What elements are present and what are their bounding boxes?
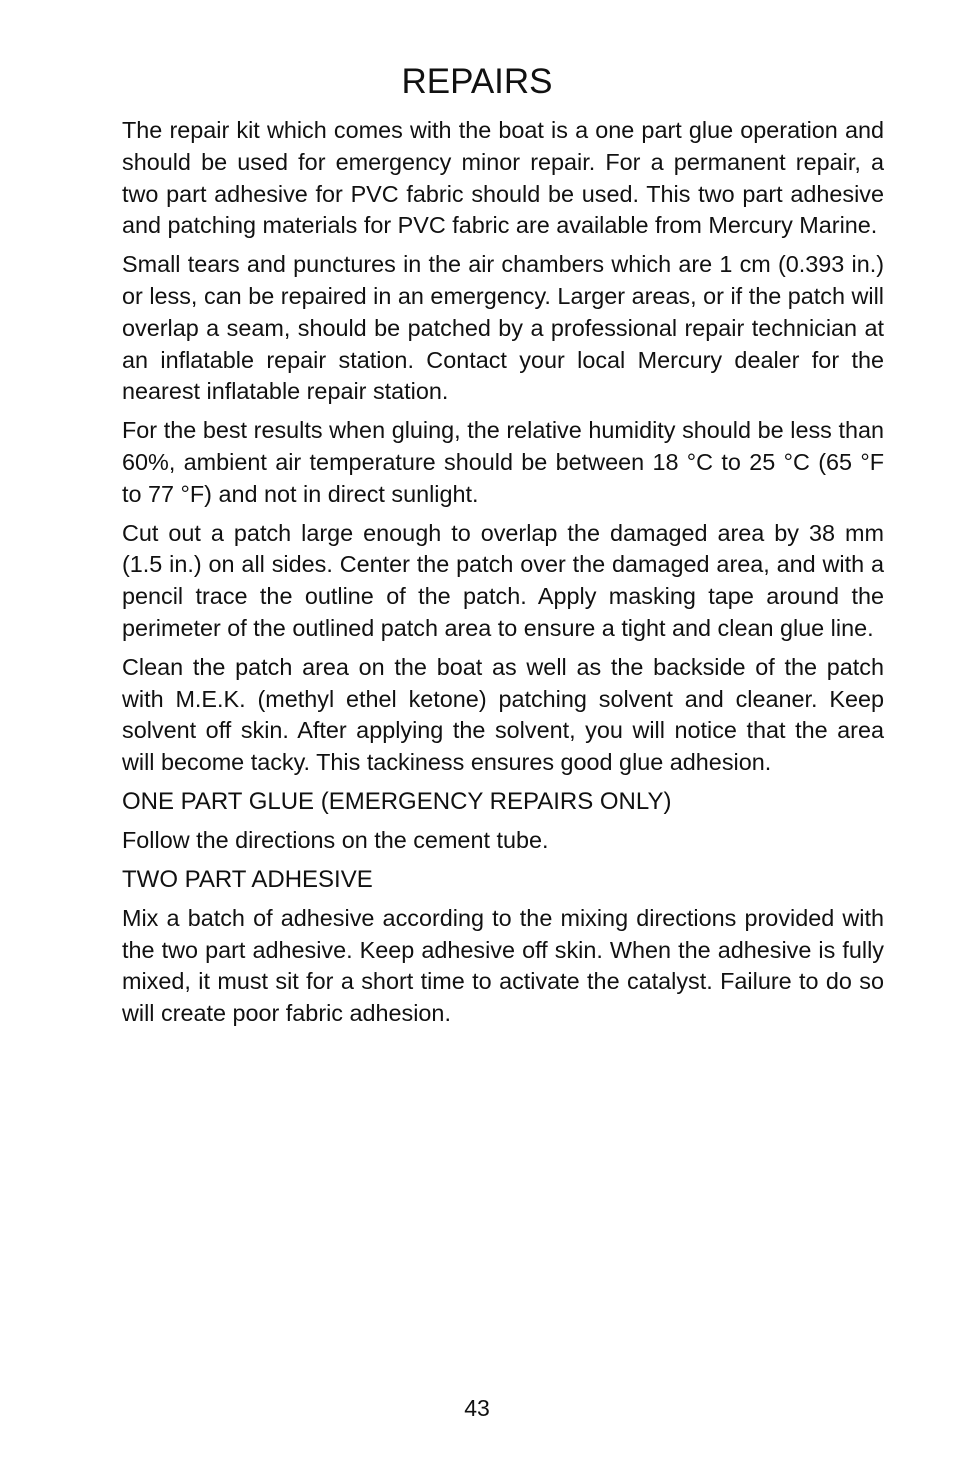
paragraph-repair-kit: The repair kit which comes with the boat is a one part glue operation and should be used for emergency minor repair. For a permanent repair, a two part adhesive for PVC fabric should be used. This two part adhesive and patching materials for PVC fabric are available from Mercury Marine. <box>122 117 884 239</box>
paragraph-clean-patch: Clean the patch area on the boat as well as the backside of the patch with M.E.K. (methyl ethel ketone) patching solvent and cleaner. Keep solvent off skin. After applying the solvent, you will notice that the area will become tacky. This tackiness ensures good glue adhesion. <box>122 653 884 776</box>
page-number: 43 <box>464 1395 490 1421</box>
paragraph-one-part-glue: Follow the directions on the cement tube. <box>122 826 549 853</box>
heading-two-part-adhesive: TWO PART ADHESIVE <box>122 865 373 893</box>
paragraph-two-part-adhesive: Mix a batch of adhesive according to the mixing directions provided with the two part adhesive. Keep adhesive off skin. When the adhesive is fully mixed, it must sit for a short time to activate the catalyst. Failure to do so will create poor fabric adhesion. <box>122 904 884 1027</box>
paragraph-gluing-conditions: For the best results when gluing, the relative humidity should be less than 60%, ambient air temperature should be between 18 °C to 25 °C (65 °F to 77 °F) and not in direct sunlight. <box>122 417 884 507</box>
page-content <box>122 115 884 1037</box>
paragraph-small-tears: Small tears and punctures in the air chambers which are 1 cm (0.393 in.) or less, can be repaired in an emergency. Larger areas, or if the patch will overlap a seam, should be patched by a professional repair technician at an inflatable repair station. Contact your local Mercury dealer for the nearest inflatable repair station. <box>122 251 884 405</box>
paragraph-cut-patch: Cut out a patch large enough to overlap the damaged area by 38 mm (1.5 in.) on all sides. Center the patch over the damaged area, and with a pencil trace the outline of the patch. Apply masking tape around the perimeter of the outlined patch area to ensure a tight and clean glue line. <box>122 519 884 641</box>
heading-one-part-glue: ONE PART GLUE (EMERGENCY REPAIRS ONLY) <box>122 787 672 815</box>
page-title: REPAIRS <box>401 62 553 101</box>
